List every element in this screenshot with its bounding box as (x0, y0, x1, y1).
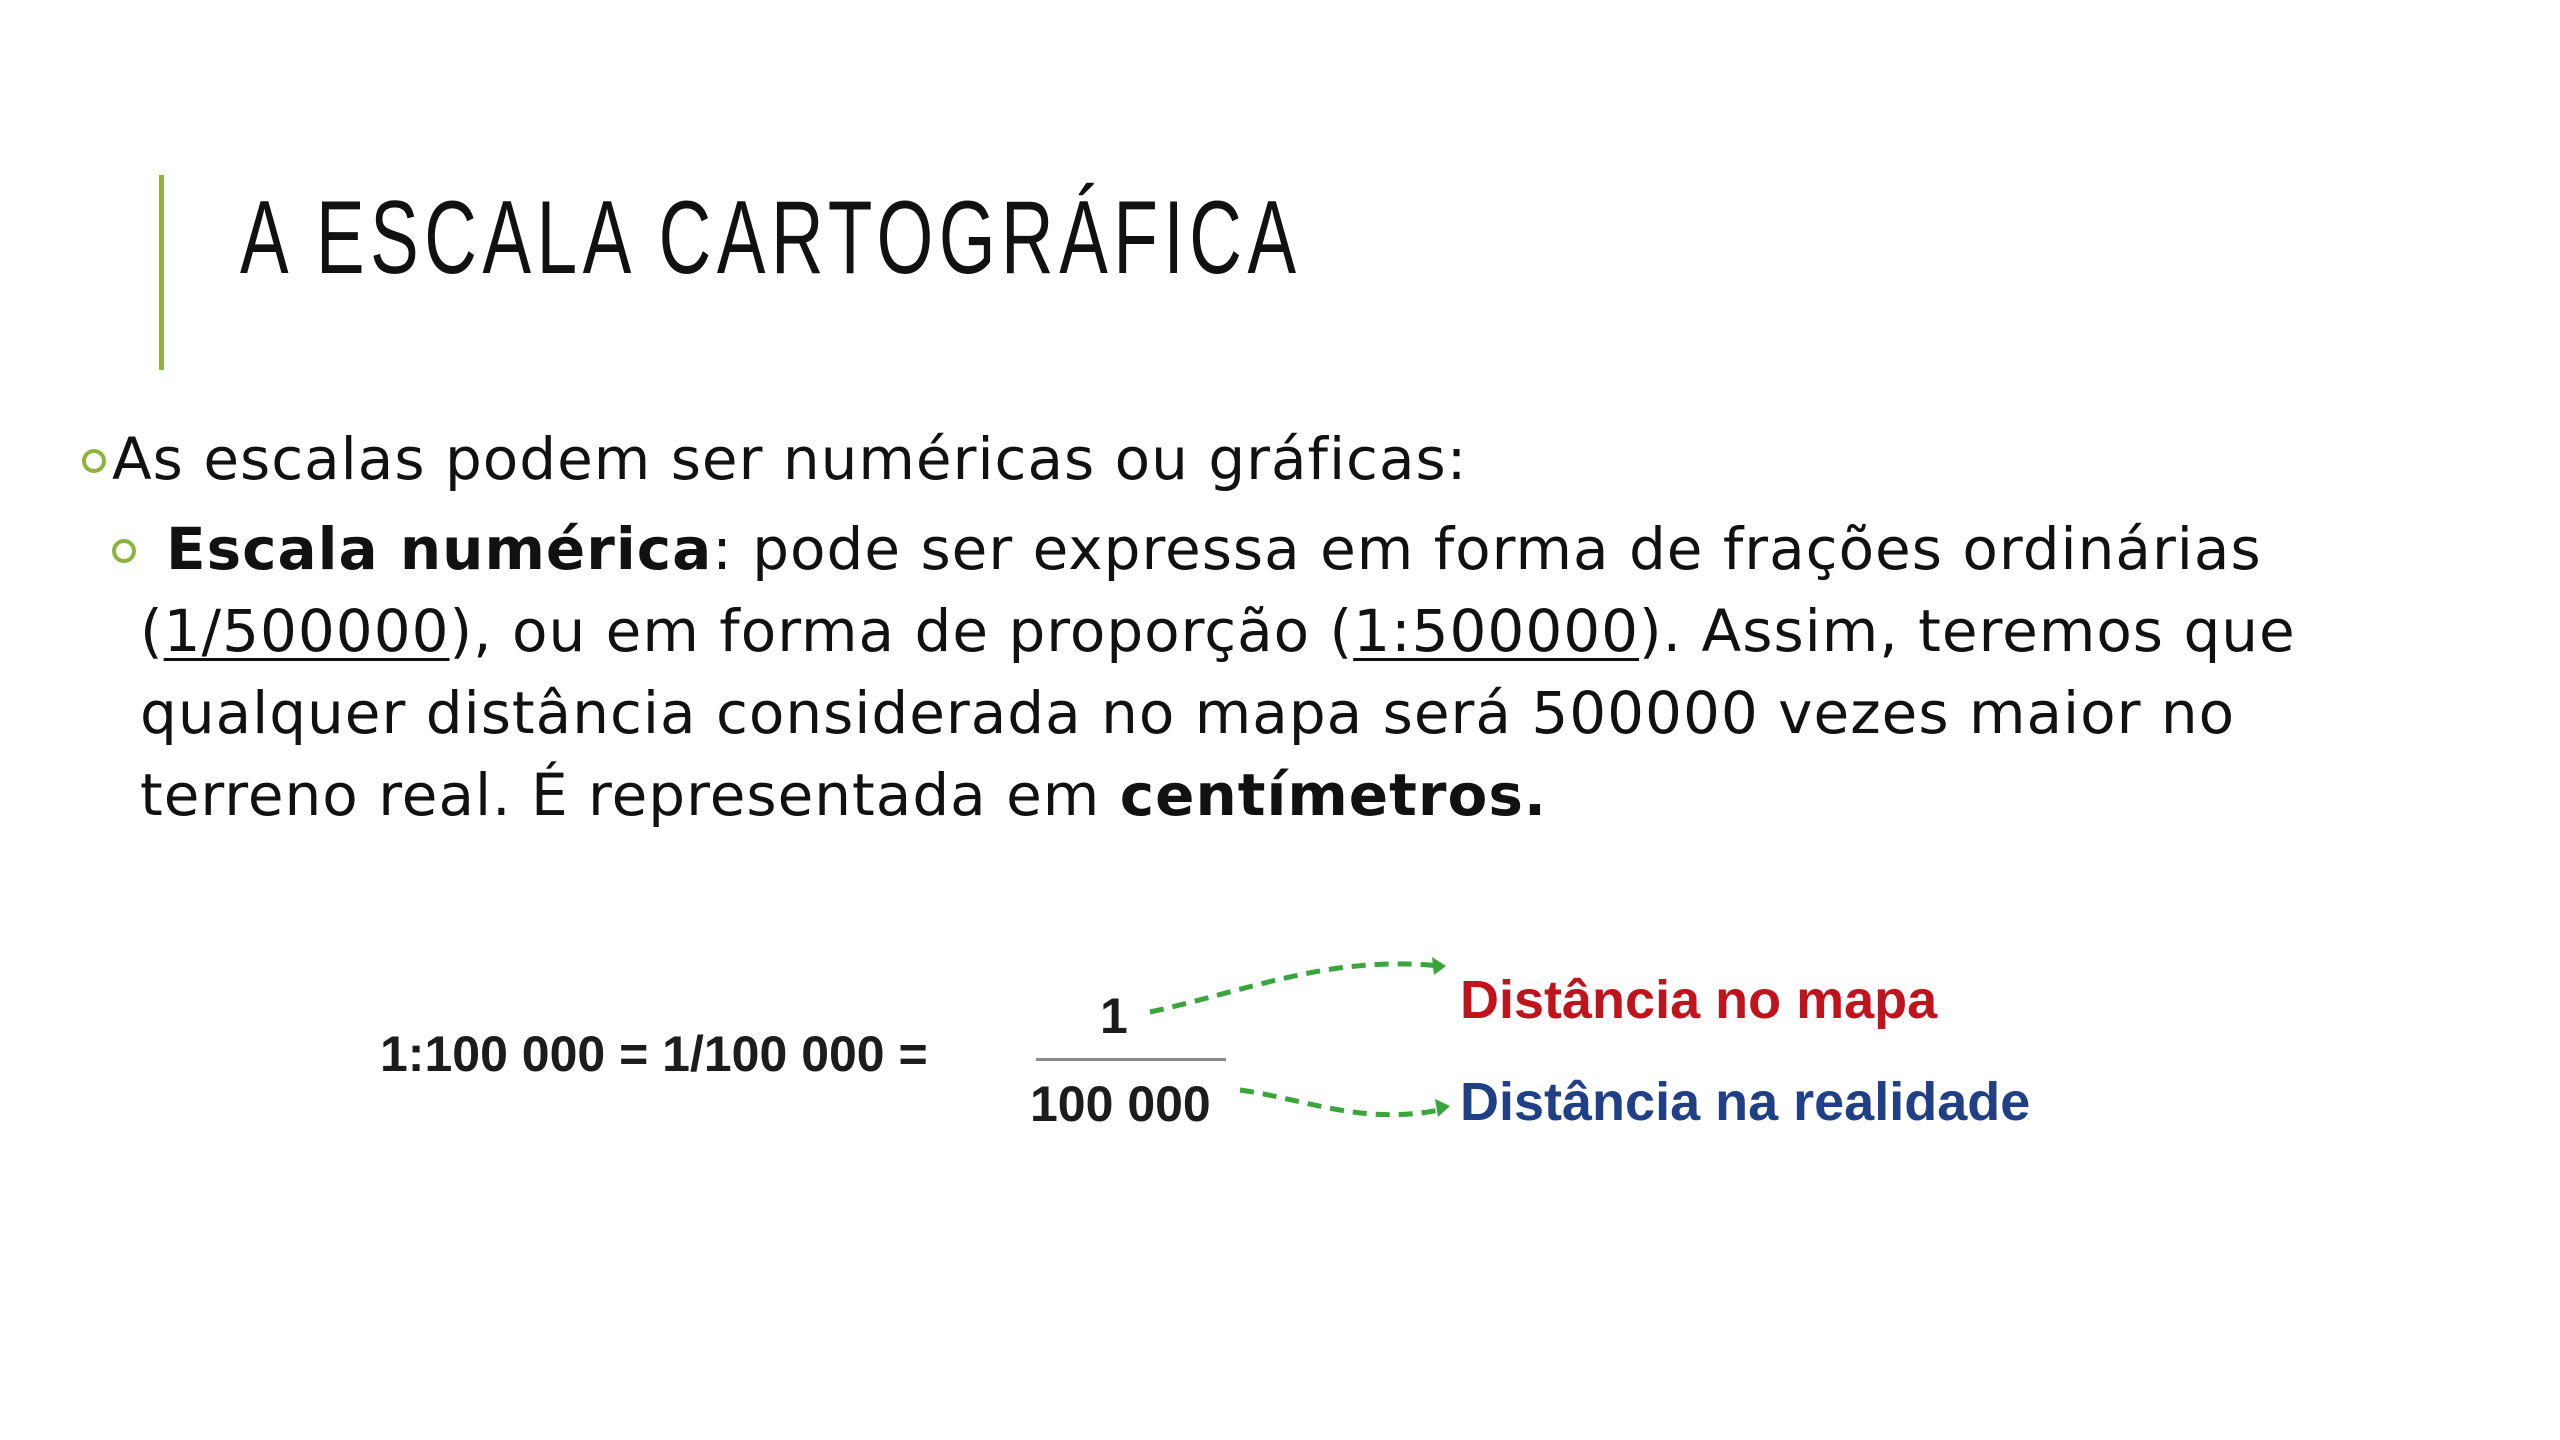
bullet-level-2 (112, 508, 2412, 836)
bullet-level-2-text-6: terreno real. É representada em (140, 761, 1120, 829)
fraction-bar (1036, 1058, 1226, 1061)
term-colon: : (712, 515, 733, 583)
bullet-level-2-text-1: pode ser expressa em forma de frações ordinárias (732, 515, 2262, 583)
label-distancia-no-mapa: Distância no mapa (1460, 970, 1938, 1030)
fraction-denominator: 100 000 (1030, 1076, 1211, 1132)
slide-title: A ESCALA CARTOGRÁFICA (240, 180, 1302, 296)
fraction-numerator: 1 (1100, 988, 1128, 1044)
bullet-level-1-text: As escalas podem ser numéricas ou gráficas: (112, 425, 1468, 493)
bullet-level-2-line-1 (112, 508, 2412, 590)
bullet-level-2-text-4: ). Assim, teremos que (1639, 597, 2296, 665)
bullet-level-2-line-3 (112, 672, 2412, 754)
bullet-level-2-text-3: ), ou em forma de proporção ( (449, 597, 1354, 665)
title-accent-line (159, 175, 164, 370)
bullet-circle-icon (112, 539, 136, 563)
ratio-example: 1:500000 (1353, 597, 1640, 665)
bullet-level-2-text-5: qualquer distância considerada no mapa será 500000 vezes maior no (140, 679, 2236, 747)
formula-equation: 1:100 000 = 1/100 000 = (380, 1026, 928, 1082)
bullet-circle-icon (82, 449, 106, 473)
bullet-level-2-text-2: ( (140, 597, 164, 665)
arrow-to-real-label (1240, 1090, 1440, 1115)
arrow-head-real (1435, 1099, 1450, 1117)
fraction-example: 1/500000 (163, 597, 450, 665)
bullet-level-2-line-4 (112, 754, 2412, 836)
bullet-level-2-line-2 (112, 590, 2412, 672)
bullet-level-1 (82, 418, 1467, 500)
arrow-to-map-label (1150, 964, 1440, 1012)
unit-centimetros: centímetros. (1119, 761, 1547, 829)
label-distancia-na-realidade: Distância na realidade (1460, 1072, 2031, 1132)
term-escala-numerica: Escala numérica (166, 515, 713, 583)
arrow-head-map (1432, 957, 1446, 975)
